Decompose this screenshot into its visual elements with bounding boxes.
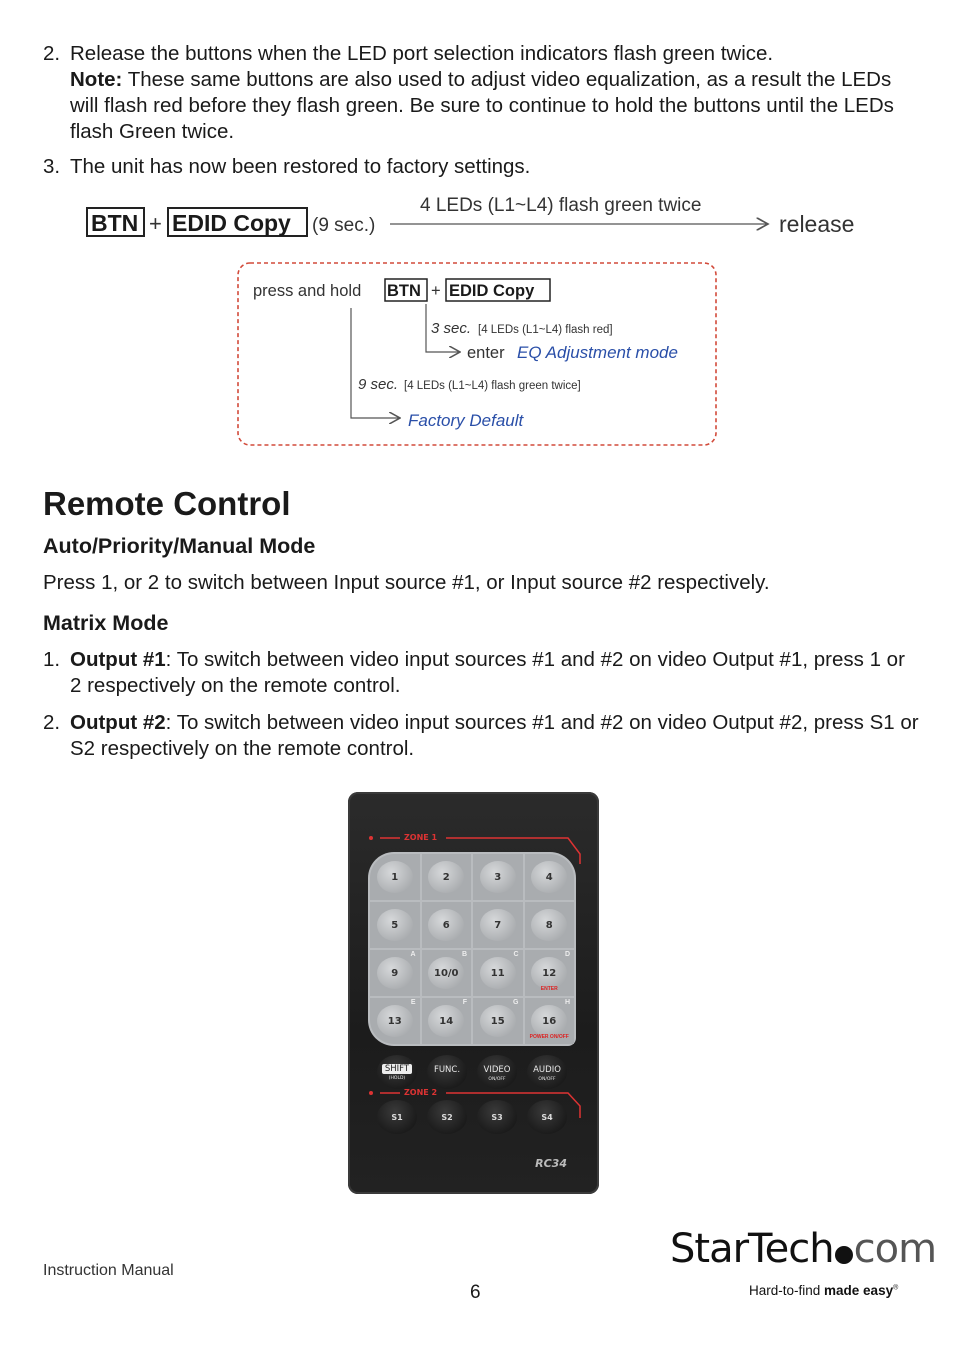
keypad-cell xyxy=(370,950,420,996)
s2-button: S2 xyxy=(427,1100,467,1134)
sec3-label: 3 sec. xyxy=(431,320,472,337)
subsection-title-auto: Auto/Priority/Manual Mode xyxy=(43,534,316,558)
audio-label: AUDIO ON/OFF xyxy=(533,1065,561,1082)
keypad-cell xyxy=(473,950,523,996)
keypad-cell xyxy=(422,998,472,1044)
keypad-key: 3 xyxy=(480,861,516,893)
shift-label: SHIFT (HOLD) xyxy=(372,1065,422,1083)
release-label: release xyxy=(779,211,855,237)
keypad-key: 4 xyxy=(531,861,567,893)
keypad-key: 12 xyxy=(531,957,567,989)
btn-label-small: BTN xyxy=(387,282,421,300)
key-corner-letter: E xyxy=(410,999,416,1006)
step-number: 2. xyxy=(43,42,61,65)
keypad-key: 7 xyxy=(480,909,516,941)
step-text xyxy=(70,41,920,145)
sec9-note: [4 LEDs (L1~L4) flash green twice] xyxy=(404,380,581,392)
keypad-cell xyxy=(370,998,420,1044)
auto-mode-text: Press 1, or 2 to switch between Input source #1, or Input source #2 respectively. xyxy=(43,571,770,594)
key-corner-letter: H xyxy=(564,999,570,1006)
keypad-key: 15 xyxy=(480,1005,516,1037)
key-corner-letter: C xyxy=(513,951,519,958)
eq-mode-label: EQ Adjustment mode xyxy=(517,343,678,362)
output-2-label: Output #2 xyxy=(70,711,166,734)
sec3-note: [4 LEDs (L1~L4) flash red] xyxy=(478,324,613,336)
keypad-cell xyxy=(473,902,523,948)
keypad-key: 8 xyxy=(531,909,567,941)
enter-label: enter xyxy=(467,344,505,362)
logo-dot-icon xyxy=(835,1246,853,1264)
keypad-cell xyxy=(473,854,523,900)
output-2-text: : To switch between video input sources #1 and #2 on video Output #2, press S1 or S2 respectively on the remote control. xyxy=(70,711,919,760)
btn-label: BTN xyxy=(91,210,139,236)
note-text: These same buttons are also used to adjust video equalization, as a result the LEDs will flash red before they flash green. Be sure to continue to hold the buttons until the LEDs flash Green twice. xyxy=(70,68,894,143)
sec9-label: 9 sec. xyxy=(358,376,399,393)
list-item xyxy=(70,710,920,762)
step-number: 3. xyxy=(43,155,61,178)
logo-tagline: Hard-to-find made easy® xyxy=(749,1283,899,1298)
section-title: Remote Control xyxy=(43,485,291,522)
plus-sign: + xyxy=(149,211,162,236)
keypad-cell xyxy=(525,950,575,996)
s1-button: S1 xyxy=(377,1100,417,1134)
keypad-key: 1 xyxy=(377,861,413,893)
key-corner-letter: D xyxy=(564,951,570,958)
keypad-key: 16 xyxy=(531,1005,567,1037)
output-1-label: Output #1 xyxy=(70,648,166,671)
key-corner-letter: G xyxy=(513,999,519,1006)
key-sublabel: ENTER xyxy=(540,986,558,992)
keypad-cell xyxy=(473,998,523,1044)
factory-default-label: Factory Default xyxy=(408,411,524,430)
s4-button: S4 xyxy=(527,1100,567,1134)
keypad-key: 6 xyxy=(428,909,464,941)
page-number: 6 xyxy=(470,1282,481,1303)
list-number: 2. xyxy=(43,711,61,734)
keypad-cell xyxy=(370,854,420,900)
arrow-label: 4 LEDs (L1~L4) flash green twice xyxy=(420,195,702,216)
keypad-key: 11 xyxy=(480,957,516,989)
keypad-cell xyxy=(525,854,575,900)
keypad-cell xyxy=(525,998,575,1044)
edid-label-small: EDID Copy xyxy=(449,282,535,300)
factory-reset-diagram xyxy=(80,186,880,452)
list-number: 1. xyxy=(43,648,61,671)
remote-control-image xyxy=(348,792,599,1194)
keypad-cell xyxy=(422,950,472,996)
plus-sign-small: + xyxy=(431,282,441,300)
key-corner-letter: B xyxy=(461,951,467,958)
key-corner-letter: F xyxy=(462,999,467,1006)
model-label: RC34 xyxy=(535,1157,567,1170)
subsection-title-matrix: Matrix Mode xyxy=(43,611,169,635)
keypad-key: 14 xyxy=(428,1005,464,1037)
keypad xyxy=(368,852,576,1046)
zone-2-label: ZONE 2 xyxy=(404,1088,438,1097)
footer-doc-title: Instruction Manual xyxy=(43,1262,174,1279)
press-hold-label: press and hold xyxy=(253,282,362,300)
key-sublabel: POWER ON/OFF xyxy=(529,1034,569,1040)
keypad-cell xyxy=(370,902,420,948)
step-2-text: Release the buttons when the LED port selection indicators flash green twice. xyxy=(70,42,774,65)
keypad-cell xyxy=(422,902,472,948)
output-1-text: : To switch between video input sources #1 and #2 on video Output #1, press 1 or 2 respectively on the remote control. xyxy=(70,648,905,697)
zone-1-label: ZONE 1 xyxy=(404,833,438,842)
note-label: Note: xyxy=(70,68,123,91)
list-item xyxy=(70,647,920,699)
func-label: FUNC. xyxy=(433,1065,461,1075)
keypad-cell xyxy=(422,854,472,900)
keypad-key: 2 xyxy=(428,861,464,893)
startech-logo: StarTech com xyxy=(670,1226,937,1272)
s3-button: S3 xyxy=(477,1100,517,1134)
video-label: VIDEO ON/OFF xyxy=(483,1065,511,1082)
keypad-key: 9 xyxy=(377,957,413,989)
keypad-key: 10/0 xyxy=(428,957,464,989)
key-corner-letter: A xyxy=(410,951,416,958)
step-3-text: The unit has now been restored to factory settings. xyxy=(70,155,531,178)
duration-label: (9 sec.) xyxy=(312,215,376,236)
keypad-key: 13 xyxy=(377,1005,413,1037)
keypad-cell xyxy=(525,902,575,948)
edid-label: EDID Copy xyxy=(172,210,291,236)
keypad-key: 5 xyxy=(377,909,413,941)
